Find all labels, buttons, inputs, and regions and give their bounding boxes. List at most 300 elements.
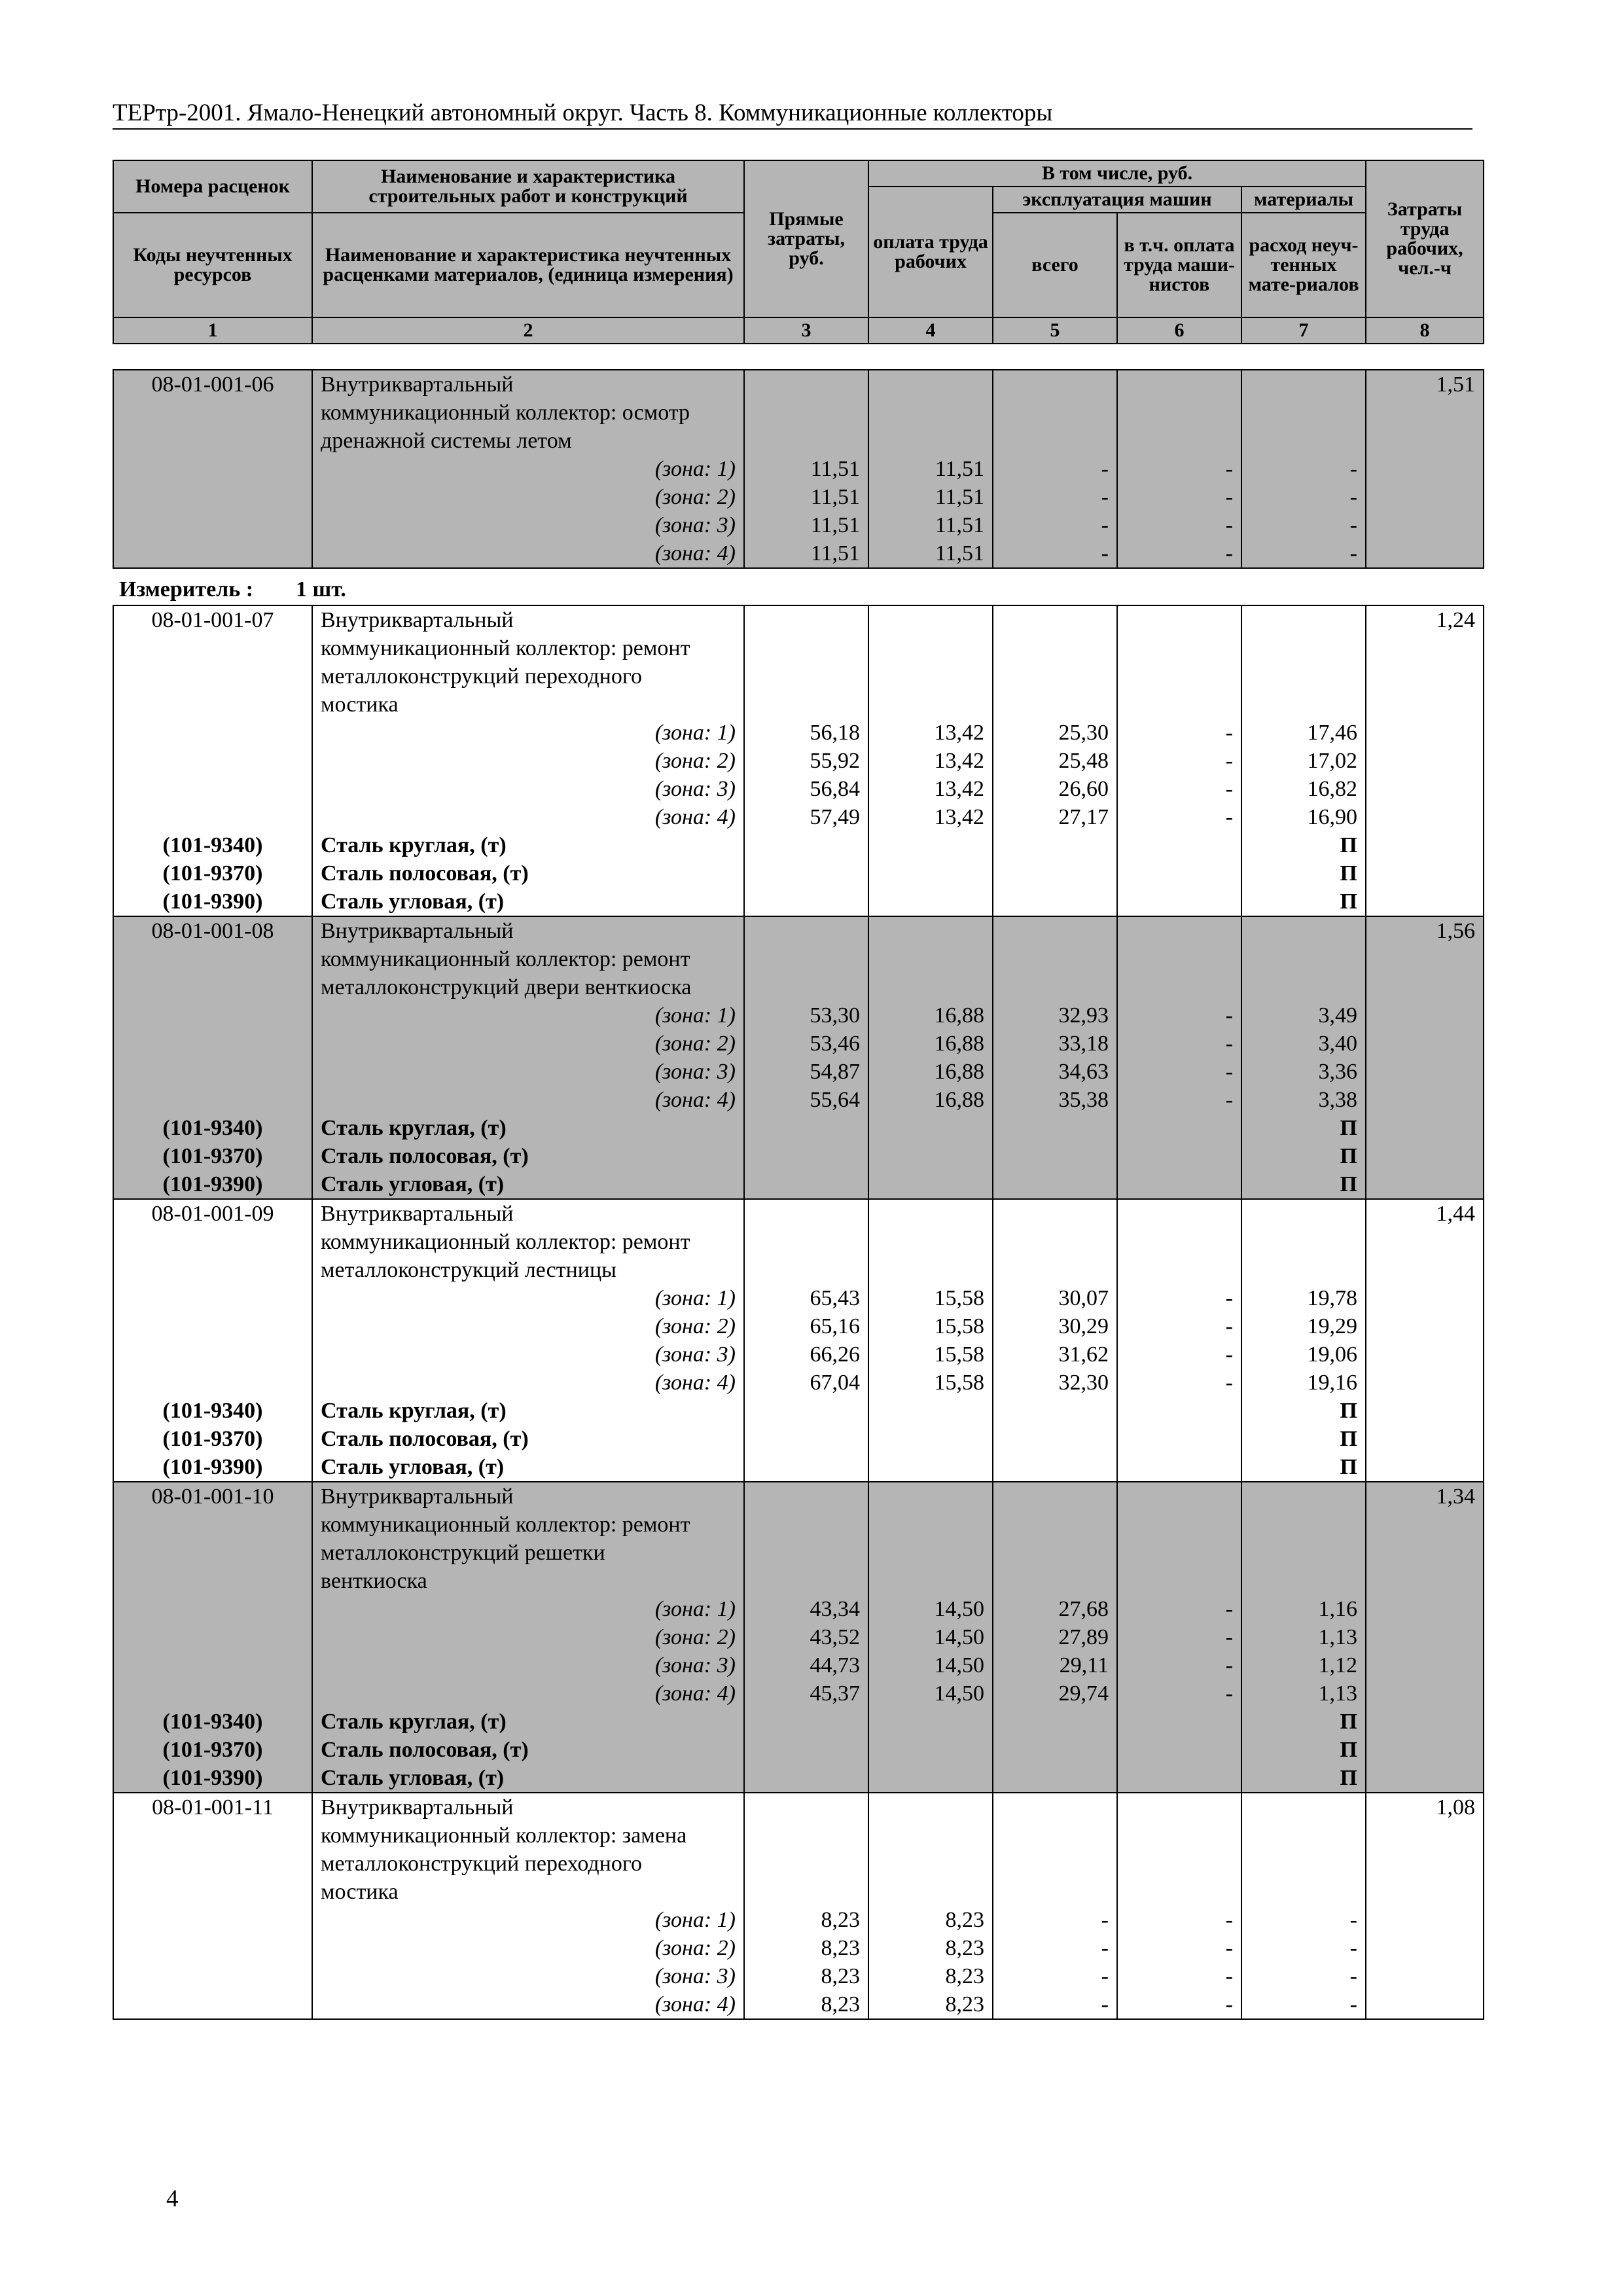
material-cost: -: [1241, 1990, 1366, 2019]
worker-wage: 13,42: [868, 719, 993, 747]
empty-cell: [744, 945, 868, 973]
zone-label: (зона: 3): [312, 775, 744, 803]
table-row: [113, 1679, 1484, 1708]
zone-label: (зона: 4): [312, 803, 744, 831]
empty-cell: [993, 1256, 1117, 1284]
zone-label: (зона: 2): [312, 1623, 744, 1651]
empty-cell: [1366, 859, 1484, 888]
empty-cell: [113, 1567, 312, 1595]
worker-wage: 16,88: [868, 1030, 993, 1058]
empty-cell: [1366, 1878, 1484, 1906]
empty-cell: [868, 427, 993, 455]
resource-name: Сталь угловая, (т): [312, 1170, 744, 1199]
resource-mark: П: [1241, 859, 1366, 888]
header-number-4: 4: [868, 317, 993, 344]
table-row: [113, 1142, 1484, 1170]
empty-cell: [868, 662, 993, 691]
empty-cell: [1117, 634, 1241, 662]
empty-cell: [1366, 1990, 1484, 2019]
empty-cell: [868, 1708, 993, 1736]
machine-cost: -: [993, 1990, 1117, 2019]
table-row: [113, 1369, 1484, 1397]
empty-cell: [868, 1114, 993, 1142]
zone-label: (зона: 4): [312, 539, 744, 568]
direct-cost: 43,34: [744, 1595, 868, 1623]
resource-name: Сталь полосовая, (т): [312, 1142, 744, 1170]
empty-cell: [744, 1821, 868, 1850]
resource-name: Сталь полосовая, (т): [312, 1425, 744, 1453]
empty-cell: [744, 1397, 868, 1425]
table-row: [113, 1962, 1484, 1990]
empty-cell: [1366, 1539, 1484, 1567]
material-cost: -: [1241, 539, 1366, 568]
empty-cell: [993, 1708, 1117, 1736]
machinist-wage: -: [1117, 775, 1241, 803]
header-col2-top: Наименование и характеристика строительных работ и конструкций: [312, 160, 744, 213]
zone-label: (зона: 1): [312, 1906, 744, 1934]
table-row: [113, 859, 1484, 888]
empty-cell: [113, 1511, 312, 1539]
empty-cell: [744, 1878, 868, 1906]
machinist-wage: -: [1117, 719, 1241, 747]
empty-cell: [1241, 1850, 1366, 1878]
machinist-wage: -: [1117, 511, 1241, 539]
measure-value: 1 шт.: [296, 577, 346, 601]
material-cost: 17,02: [1241, 747, 1366, 775]
machine-cost: -: [993, 483, 1117, 511]
machinist-wage: -: [1117, 1340, 1241, 1369]
resource-name: Сталь полосовая, (т): [312, 859, 744, 888]
empty-cell: [1366, 1312, 1484, 1340]
machine-cost: 33,18: [993, 1030, 1117, 1058]
table-row: [113, 775, 1484, 803]
resource-mark: П: [1241, 1114, 1366, 1142]
empty-cell: [1366, 1511, 1484, 1539]
table-row: [113, 888, 1484, 916]
empty-cell: [1117, 973, 1241, 1001]
rate-code: 08-01-001-08: [113, 916, 312, 945]
empty-cell: [1241, 1539, 1366, 1567]
empty-cell: [1117, 691, 1241, 719]
rate-name-line: металлоконструкций лестницы: [312, 1256, 744, 1284]
empty-cell: [1366, 1595, 1484, 1623]
rate-name-line: металлоконструкций переходного: [312, 662, 744, 691]
empty-cell: [1117, 1256, 1241, 1284]
empty-cell: [1117, 1878, 1241, 1906]
table-row: [113, 1001, 1484, 1030]
resource-code: (101-9370): [113, 1736, 312, 1764]
empty-cell: [113, 1934, 312, 1962]
empty-cell: [113, 1595, 312, 1623]
header-col3: Прямые затраты, руб.: [744, 160, 868, 317]
empty-cell: [1241, 634, 1366, 662]
empty-cell: [993, 1539, 1117, 1567]
direct-cost: 8,23: [744, 1906, 868, 1934]
empty-cell: [744, 634, 868, 662]
table-row: [113, 1453, 1484, 1482]
table-row: [113, 511, 1484, 539]
machinist-wage: -: [1117, 1058, 1241, 1086]
worker-wage: 13,42: [868, 747, 993, 775]
resource-code: (101-9370): [113, 1425, 312, 1453]
direct-cost: 8,23: [744, 1934, 868, 1962]
empty-cell: [744, 662, 868, 691]
table-row: [113, 399, 1484, 427]
zone-label: (зона: 3): [312, 1340, 744, 1369]
empty-cell: [1366, 1086, 1484, 1114]
material-cost: 1,13: [1241, 1623, 1366, 1651]
table-row: [113, 1934, 1484, 1962]
table-row: [113, 1114, 1484, 1142]
rate-name-line: венткиоска: [312, 1567, 744, 1595]
empty-cell: [113, 945, 312, 973]
table-row: [113, 747, 1484, 775]
rate-name-line: коммуникационный коллектор: замена: [312, 1821, 744, 1850]
resource-mark: П: [1241, 831, 1366, 859]
table-row: [113, 831, 1484, 859]
empty-cell: [1366, 1256, 1484, 1284]
empty-cell: [993, 945, 1117, 973]
empty-cell: [868, 831, 993, 859]
empty-cell: [868, 1228, 993, 1256]
empty-cell: [868, 1539, 993, 1567]
resource-name: Сталь круглая, (т): [312, 1397, 744, 1425]
machinist-wage: -: [1117, 1990, 1241, 2019]
empty-cell: [1366, 888, 1484, 916]
rate-name-line: коммуникационный коллектор: ремонт: [312, 945, 744, 973]
machine-cost: -: [993, 1906, 1117, 1934]
resource-name: Сталь круглая, (т): [312, 1708, 744, 1736]
rates-table-top: [113, 369, 1484, 569]
empty-cell: [993, 831, 1117, 859]
resource-code: (101-9370): [113, 1142, 312, 1170]
empty-cell: [1366, 973, 1484, 1001]
direct-cost: 44,73: [744, 1651, 868, 1679]
direct-cost: 55,92: [744, 747, 868, 775]
empty-cell: [1366, 1821, 1484, 1850]
empty-cell: [1366, 831, 1484, 859]
table-row: [113, 1312, 1484, 1340]
resource-mark: П: [1241, 1453, 1366, 1482]
header-materials: материалы: [1241, 187, 1366, 213]
table-row: [113, 455, 1484, 483]
empty-cell: [1241, 605, 1366, 634]
empty-cell: [1366, 1001, 1484, 1030]
header-col1-top: Номера расценок: [113, 160, 312, 213]
resource-name: Сталь угловая, (т): [312, 888, 744, 916]
empty-cell: [744, 1228, 868, 1256]
empty-cell: [993, 888, 1117, 916]
table-row: [113, 1850, 1484, 1878]
empty-cell: [744, 1453, 868, 1482]
rate-name-line: коммуникационный коллектор: ремонт: [312, 634, 744, 662]
empty-cell: [744, 859, 868, 888]
empty-cell: [868, 1511, 993, 1539]
header-col2-bottom: Наименование и характеристика неучтенных расценками материалов, (единица измерения): [312, 213, 744, 317]
resource-code: (101-9340): [113, 1708, 312, 1736]
material-cost: 3,38: [1241, 1086, 1366, 1114]
empty-cell: [1241, 1482, 1366, 1511]
header-col6: в т.ч. оплата труда маши-нистов: [1117, 213, 1241, 317]
worker-wage: 8,23: [868, 1934, 993, 1962]
rate-code: 08-01-001-07: [113, 605, 312, 634]
empty-cell: [993, 1736, 1117, 1764]
empty-cell: [1366, 1397, 1484, 1425]
table-row: [113, 1623, 1484, 1651]
empty-cell: [868, 1567, 993, 1595]
rate-name-line: коммуникационный коллектор: ремонт: [312, 1511, 744, 1539]
resource-code: (101-9340): [113, 1397, 312, 1425]
empty-cell: [1117, 916, 1241, 945]
table-row: [113, 1058, 1484, 1086]
material-cost: -: [1241, 1934, 1366, 1962]
direct-cost: 54,87: [744, 1058, 868, 1086]
rates-table-main: [113, 605, 1484, 2020]
empty-cell: [744, 399, 868, 427]
machine-cost: 31,62: [993, 1340, 1117, 1369]
measure-label: Измеритель :: [119, 577, 254, 601]
rate-name-line: металлоконструкций двери венткиоска: [312, 973, 744, 1001]
empty-cell: [1117, 399, 1241, 427]
worker-wage: 16,88: [868, 1086, 993, 1114]
empty-cell: [1117, 1511, 1241, 1539]
empty-cell: [868, 945, 993, 973]
rate-name-line: Внутриквартальный: [312, 1199, 744, 1228]
empty-cell: [1117, 1114, 1241, 1142]
empty-cell: [744, 1199, 868, 1228]
table-row: [113, 691, 1484, 719]
table-row: [113, 1030, 1484, 1058]
empty-cell: [1117, 1199, 1241, 1228]
empty-cell: [1241, 370, 1366, 399]
empty-cell: [1117, 1821, 1241, 1850]
worker-wage: 14,50: [868, 1679, 993, 1708]
empty-cell: [113, 1878, 312, 1906]
table-row: [113, 916, 1484, 945]
worker-wage: 13,42: [868, 803, 993, 831]
empty-cell: [744, 973, 868, 1001]
material-cost: 3,49: [1241, 1001, 1366, 1030]
header-col7: расход неуч-тенных мате-риалов: [1241, 213, 1366, 317]
header-number-7: 7: [1241, 317, 1366, 344]
worker-wage: 8,23: [868, 1990, 993, 2019]
empty-cell: [1241, 1256, 1366, 1284]
labor-cost: 1,34: [1366, 1482, 1484, 1511]
empty-cell: [113, 1906, 312, 1934]
empty-cell: [113, 662, 312, 691]
empty-cell: [993, 1764, 1117, 1793]
table-row: [113, 1539, 1484, 1567]
empty-cell: [1366, 1962, 1484, 1990]
empty-cell: [993, 1228, 1117, 1256]
material-cost: -: [1241, 1962, 1366, 1990]
direct-cost: 45,37: [744, 1679, 868, 1708]
empty-cell: [1117, 1708, 1241, 1736]
empty-cell: [113, 1679, 312, 1708]
empty-cell: [1366, 945, 1484, 973]
zone-label: (зона: 4): [312, 1990, 744, 2019]
empty-cell: [113, 973, 312, 1001]
empty-cell: [868, 1425, 993, 1453]
empty-cell: [993, 691, 1117, 719]
material-cost: 16,90: [1241, 803, 1366, 831]
machine-cost: 30,29: [993, 1312, 1117, 1340]
empty-cell: [868, 370, 993, 399]
empty-cell: [1241, 1793, 1366, 1821]
machine-cost: -: [993, 511, 1117, 539]
empty-cell: [1366, 455, 1484, 483]
table-row: [113, 945, 1484, 973]
empty-cell: [868, 1453, 993, 1482]
empty-cell: [1117, 427, 1241, 455]
empty-cell: [744, 427, 868, 455]
empty-cell: [113, 1340, 312, 1369]
empty-cell: [1241, 1199, 1366, 1228]
zone-label: (зона: 4): [312, 1369, 744, 1397]
zone-label: (зона: 3): [312, 511, 744, 539]
direct-cost: 43,52: [744, 1623, 868, 1651]
empty-cell: [1366, 483, 1484, 511]
empty-cell: [1241, 691, 1366, 719]
empty-cell: [113, 455, 312, 483]
header-col1-bottom: Коды неучтенных ресурсов: [113, 213, 312, 317]
labor-cost: 1,08: [1366, 1793, 1484, 1821]
empty-cell: [744, 1425, 868, 1453]
zone-label: (зона: 4): [312, 1086, 744, 1114]
resource-name: Сталь угловая, (т): [312, 1764, 744, 1793]
empty-cell: [993, 1511, 1117, 1539]
empty-cell: [113, 1369, 312, 1397]
table-row: [113, 1425, 1484, 1453]
material-cost: 19,06: [1241, 1340, 1366, 1369]
empty-cell: [113, 1990, 312, 2019]
direct-cost: 11,51: [744, 483, 868, 511]
worker-wage: 16,88: [868, 1058, 993, 1086]
empty-cell: [1117, 1170, 1241, 1199]
empty-cell: [113, 1228, 312, 1256]
empty-cell: [1117, 1228, 1241, 1256]
material-cost: 17,46: [1241, 719, 1366, 747]
rate-name-line: Внутриквартальный: [312, 605, 744, 634]
table-row: [113, 634, 1484, 662]
empty-cell: [1117, 1142, 1241, 1170]
empty-cell: [993, 427, 1117, 455]
empty-cell: [868, 1793, 993, 1821]
worker-wage: 15,58: [868, 1284, 993, 1312]
worker-wage: 14,50: [868, 1623, 993, 1651]
rate-code: 08-01-001-09: [113, 1199, 312, 1228]
worker-wage: 11,51: [868, 511, 993, 539]
page-number: 4: [166, 2185, 179, 2212]
empty-cell: [1366, 1708, 1484, 1736]
header-number-6: 6: [1117, 317, 1241, 344]
empty-cell: [993, 1482, 1117, 1511]
empty-cell: [1117, 1397, 1241, 1425]
empty-cell: [113, 634, 312, 662]
rate-name-line: мостика: [312, 691, 744, 719]
empty-cell: [1366, 1850, 1484, 1878]
resource-mark: П: [1241, 888, 1366, 916]
header-number-3: 3: [744, 317, 868, 344]
empty-cell: [113, 1623, 312, 1651]
table-row: [113, 539, 1484, 568]
empty-cell: [1366, 1170, 1484, 1199]
table-row: [113, 1764, 1484, 1793]
table-row: [113, 1256, 1484, 1284]
empty-cell: [744, 1142, 868, 1170]
worker-wage: 15,58: [868, 1369, 993, 1397]
empty-cell: [868, 1850, 993, 1878]
empty-cell: [744, 1567, 868, 1595]
table-row: [113, 1511, 1484, 1539]
empty-cell: [1241, 973, 1366, 1001]
rate-code: 08-01-001-10: [113, 1482, 312, 1511]
empty-cell: [744, 1793, 868, 1821]
resource-name: Сталь полосовая, (т): [312, 1736, 744, 1764]
empty-cell: [744, 1256, 868, 1284]
worker-wage: 11,51: [868, 539, 993, 568]
worker-wage: 8,23: [868, 1906, 993, 1934]
empty-cell: [993, 1114, 1117, 1142]
empty-cell: [113, 1058, 312, 1086]
table-row: [113, 1482, 1484, 1511]
header-number-8: 8: [1366, 317, 1484, 344]
machine-cost: -: [993, 539, 1117, 568]
zone-label: (зона: 2): [312, 1934, 744, 1962]
empty-cell: [1366, 1736, 1484, 1764]
empty-cell: [1117, 370, 1241, 399]
empty-cell: [113, 1001, 312, 1030]
empty-cell: [868, 605, 993, 634]
table-row: [113, 1284, 1484, 1312]
resource-name: Сталь круглая, (т): [312, 1114, 744, 1142]
table-row: [113, 1821, 1484, 1850]
empty-cell: [993, 859, 1117, 888]
labor-cost: 1,51: [1366, 370, 1484, 399]
empty-cell: [868, 1878, 993, 1906]
machinist-wage: -: [1117, 1086, 1241, 1114]
empty-cell: [1366, 1340, 1484, 1369]
empty-cell: [744, 1114, 868, 1142]
machine-cost: 25,30: [993, 719, 1117, 747]
empty-cell: [744, 1482, 868, 1511]
empty-cell: [1366, 1228, 1484, 1256]
empty-cell: [993, 1199, 1117, 1228]
empty-cell: [1366, 427, 1484, 455]
direct-cost: 8,23: [744, 1990, 868, 2019]
empty-cell: [1366, 691, 1484, 719]
material-cost: 19,29: [1241, 1312, 1366, 1340]
resource-code: (101-9370): [113, 859, 312, 888]
empty-cell: [113, 1850, 312, 1878]
empty-cell: [113, 483, 312, 511]
machine-cost: 27,17: [993, 803, 1117, 831]
table-row: [113, 605, 1484, 634]
worker-wage: 15,58: [868, 1340, 993, 1369]
resource-mark: П: [1241, 1736, 1366, 1764]
material-cost: 19,78: [1241, 1284, 1366, 1312]
resource-mark: П: [1241, 1708, 1366, 1736]
table-row: [113, 1567, 1484, 1595]
empty-cell: [993, 1142, 1117, 1170]
material-cost: -: [1241, 455, 1366, 483]
empty-cell: [1117, 888, 1241, 916]
rate-name-line: дренажной системы летом: [312, 427, 744, 455]
table-header: [113, 160, 1484, 344]
empty-cell: [1366, 775, 1484, 803]
machinist-wage: -: [1117, 1369, 1241, 1397]
empty-cell: [868, 1199, 993, 1228]
